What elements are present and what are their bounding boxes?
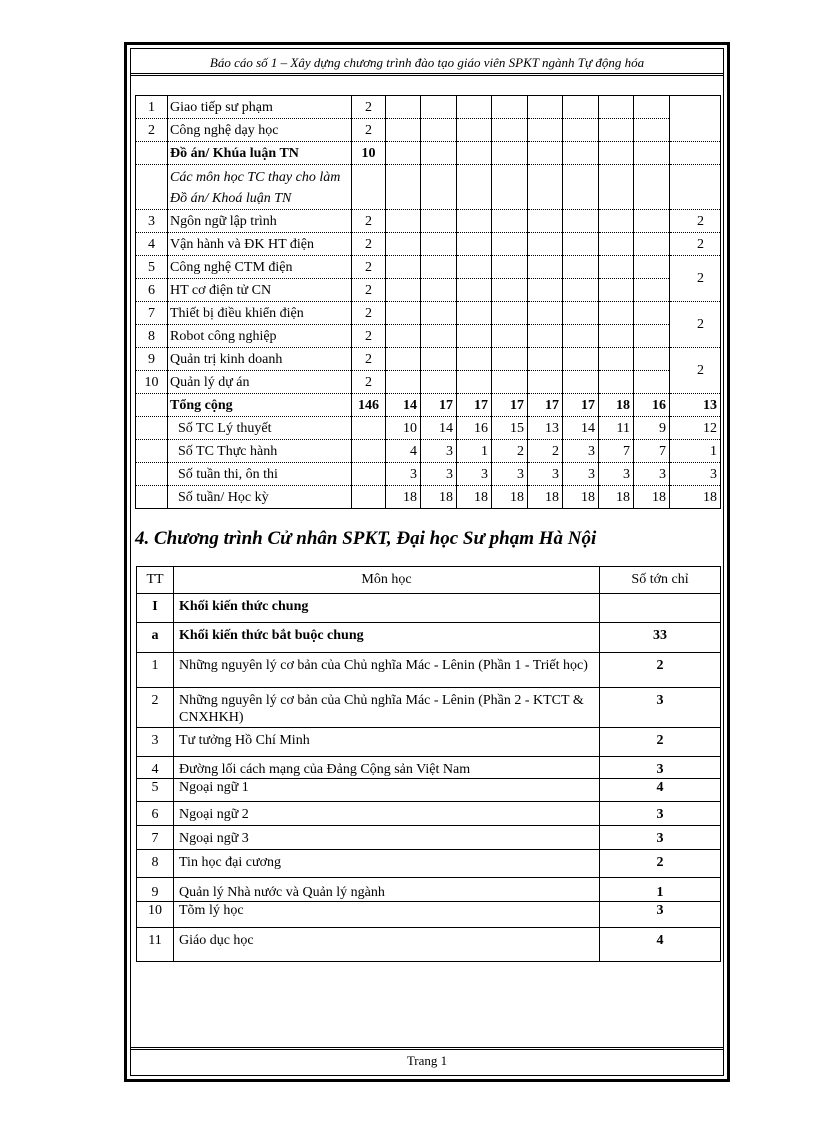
subject-name: Quản trị kinh doanh [168,348,352,371]
table-row [137,779,721,802]
summary-value: 3 [563,463,599,486]
subject-credits: 2 [352,96,386,119]
subject-name: Robot công nghiệp [168,325,352,348]
table-row [137,728,721,757]
table-row [136,233,721,256]
subject-credits: 2 [352,233,386,256]
summary-value: 18 [386,486,421,509]
total-value: 17 [492,394,528,417]
table-row [136,96,721,119]
summary-value: 3 [599,463,634,486]
table-row [137,878,721,902]
table-row [137,826,721,850]
page-header: Báo cáo số 1 – Xây dựng chương trình đào tạo giáo viên SPKT ngành Tự động hóa [209,55,645,70]
table-row [137,653,721,688]
row-credits: 4 [600,928,721,962]
row-subject: Tõm lý học [174,902,600,928]
summary-value: 12 [670,417,721,440]
row-tt: 11 [137,928,174,962]
summary-value: 18 [492,486,528,509]
subject-credits: 2 [352,279,386,302]
merged-semester-credit: 2 [670,348,721,394]
summary-value: 18 [634,486,670,509]
row-credits: 3 [600,757,721,779]
summary-value: 15 [492,417,528,440]
header-credits: Số tớn chỉ [600,567,721,594]
row-subject: Ngoại ngữ 2 [174,802,600,826]
curriculum-semester-table [135,95,721,509]
summary-value: 3 [563,440,599,463]
subject-name: HT cơ điện tử CN [168,279,352,302]
table-row [136,142,721,165]
totals-row [136,394,721,417]
table-row [137,850,721,878]
table-row [136,371,721,394]
table-row [136,302,721,325]
merged-cell [670,96,721,142]
row-index [136,165,168,210]
summary-value: 7 [599,440,634,463]
row-credits: 3 [600,902,721,928]
row-subject: Ngoại ngữ 3 [174,826,600,850]
table-row [137,623,721,653]
row-tt: 8 [137,850,174,878]
total-value: 17 [421,394,457,417]
summary-value: 18 [528,486,563,509]
row-index: 5 [136,256,168,279]
summary-label: Số tuần/ Học kỳ [168,486,352,509]
row-index: 3 [136,210,168,233]
summary-value: 18 [457,486,492,509]
merged-semester-credit: 2 [670,302,721,348]
row-tt: 5 [137,779,174,802]
summary-value: 11 [599,417,634,440]
summary-value: 2 [492,440,528,463]
table-header-row [137,567,721,594]
subject-name: Công nghệ dạy học [168,119,352,142]
summary-row [136,417,721,440]
table-row [136,325,721,348]
table-row [137,902,721,928]
total-value: 17 [563,394,599,417]
row-credits: 3 [600,826,721,850]
summary-value: 1 [670,440,721,463]
row-index: 10 [136,371,168,394]
row-tt: I [137,594,174,623]
row-credits: 2 [600,653,721,688]
totals-credits: 146 [352,394,386,417]
row-credits: 33 [600,623,721,653]
summary-value: 13 [528,417,563,440]
row-subject: Những nguyên lý cơ bản của Chủ nghĩa Mác - Lênin (Phần 2 - KTCT & CNXHKH) [174,688,600,728]
row-subject: Quản lý Nhà nước và Quản lý ngành [174,878,600,902]
row-credits: 2 [600,728,721,757]
summary-value: 3 [634,463,670,486]
summary-label: Số tuần thi, ôn thi [168,463,352,486]
footer-rule [131,1047,723,1050]
row-subject: Tin học đại cương [174,850,600,878]
subject-credits: 2 [352,371,386,394]
subject-credits: 2 [352,256,386,279]
summary-row [136,463,721,486]
subject-credits: 2 [352,210,386,233]
row-tt: 2 [137,688,174,728]
summary-value: 3 [386,463,421,486]
row-subject: Đường lối cách mạng của Đảng Cộng sản Việt Nam [174,757,600,779]
row-subject: Giáo dục học [174,928,600,962]
total-value: 17 [528,394,563,417]
table-row [136,348,721,371]
row-subject: Ngoại ngữ 1 [174,779,600,802]
summary-value: 18 [670,486,721,509]
semester-credit: 2 [670,233,721,256]
merged-semester-credit: 2 [670,256,721,302]
semester-credit: 2 [670,210,721,233]
summary-value: 2 [528,440,563,463]
table-row [136,279,721,302]
row-index: 6 [136,279,168,302]
header-subject: Môn học [174,567,600,594]
subject-name: Các môn học TC thay cho làm Đồ án/ Khoá luận TN [168,165,352,210]
row-tt: 6 [137,802,174,826]
table-row [136,165,721,210]
subject-name: Đồ án/ Khúa luận TN [168,142,352,165]
row-tt: 3 [137,728,174,757]
total-value: 13 [670,394,721,417]
subject-name: Thiết bị điều khiển điện [168,302,352,325]
summary-row [136,440,721,463]
total-value: 14 [386,394,421,417]
row-index: 4 [136,233,168,256]
subject-credits: 2 [352,302,386,325]
summary-value: 18 [421,486,457,509]
subject-name: Vận hành và ĐK HT điện [168,233,352,256]
summary-value: 4 [386,440,421,463]
row-subject: Tư tưởng Hồ Chí Minh [174,728,600,757]
summary-value: 18 [563,486,599,509]
subject-name: Ngôn ngữ lập trình [168,210,352,233]
row-index: 8 [136,325,168,348]
summary-value: 7 [634,440,670,463]
summary-value: 3 [421,463,457,486]
summary-value: 3 [528,463,563,486]
totals-label: Tổng cộng [168,394,352,417]
page-footer: Trang 1 [406,1053,448,1068]
summary-value: 3 [670,463,721,486]
row-credits [600,594,721,623]
table-row [137,928,721,962]
summary-value: 16 [457,417,492,440]
table-row [137,757,721,779]
row-tt: 4 [137,757,174,779]
summary-label: Số TC Thực hành [168,440,352,463]
subject-name: Công nghệ CTM điện [168,256,352,279]
table-row [136,119,721,142]
row-tt: 7 [137,826,174,850]
row-index [136,142,168,165]
subject-credits: 2 [352,119,386,142]
summary-value: 18 [599,486,634,509]
row-credits: 4 [600,779,721,802]
table-row [137,594,721,623]
row-tt: a [137,623,174,653]
row-tt: 1 [137,653,174,688]
table-row [136,256,721,279]
summary-value: 9 [634,417,670,440]
bachelor-program-table [136,566,721,962]
row-tt: 9 [137,878,174,902]
row-index: 9 [136,348,168,371]
total-value: 16 [634,394,670,417]
summary-value: 14 [421,417,457,440]
row-credits: 2 [600,850,721,878]
row-subject: Khối kiến thức bắt buộc chung [174,623,600,653]
summary-value: 3 [421,440,457,463]
header-rule [131,73,723,76]
total-value: 17 [457,394,492,417]
subject-name: Quản lý dự án [168,371,352,394]
section-title: 4. Chương trình Cử nhân SPKT, Đại học Sư phạm Hà Nội [135,528,597,549]
summary-value: 1 [457,440,492,463]
table-row [136,210,721,233]
subject-credits: 10 [352,142,386,165]
header-tt: TT [137,567,174,594]
summary-row [136,486,721,509]
subject-credits: 2 [352,325,386,348]
row-subject: Khối kiến thức chung [174,594,600,623]
total-value: 18 [599,394,634,417]
row-tt: 10 [137,902,174,928]
summary-value: 10 [386,417,421,440]
summary-value: 14 [563,417,599,440]
row-index: 1 [136,96,168,119]
row-credits: 3 [600,802,721,826]
row-credits: 1 [600,878,721,902]
summary-value: 3 [457,463,492,486]
summary-value: 3 [492,463,528,486]
subject-credits [352,165,386,210]
row-credits: 3 [600,688,721,728]
subject-name: Giao tiếp sư phạm [168,96,352,119]
table-row [137,688,721,728]
row-subject: Những nguyên lý cơ bản của Chủ nghĩa Mác - Lênin (Phần 1 - Triết học) [174,653,600,688]
row-index: 7 [136,302,168,325]
summary-label: Số TC Lý thuyết [168,417,352,440]
subject-credits: 2 [352,348,386,371]
table-row [137,802,721,826]
row-index: 2 [136,119,168,142]
